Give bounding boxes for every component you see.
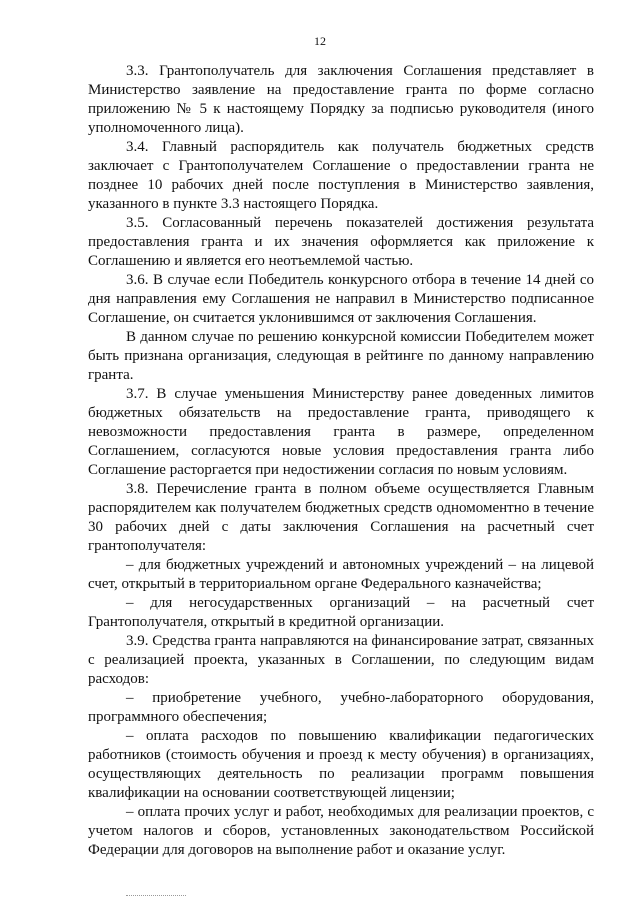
list-item-qualification: – оплата расходов по повышению квалификации педагогических работников (стоимость обучения и проезд к месту обучения) в организациях, осуществляющих деятельность по реализации программ повышения квалификации на основании соответствующей лицензии; <box>88 728 594 801</box>
paragraph-3-6: 3.6. В случае если Победитель конкурсного отбора в течение 14 дней со дня направления ему Соглашения не направил в Министерство подписанное Соглашение, он считается уклонившимся от заключения Соглашения. <box>88 272 594 326</box>
paragraph-3-8: 3.8. Перечисление гранта в полном объеме осуществляется Главным распорядителем как получателем бюджетных средств одномоментно в течение 30 рабочих дней с даты заключения Соглашения на расчетный счет грантополучателя: <box>88 481 594 554</box>
list-item-equipment: – приобретение учебного, учебно-лабораторного оборудования, программного обеспечения; <box>88 690 594 725</box>
paragraph-3-3: 3.3. Грантополучатель для заключения Соглашения представляет в Министерство заявление на предоставление гранта по форме согласно приложению № 5 к настоящему Порядку за подписью руководителя (иного уполномоченного лица). <box>88 63 594 136</box>
list-item-nongovernmental-organizations: – для негосударственных организаций – на расчетный счет Грантополучателя, открытый в кредитной организации. <box>88 595 594 630</box>
paragraph-3-9: 3.9. Средства гранта направляются на финансирование затрат, связанных с реализацией проекта, указанных в Соглашении, по следующим видам расходов: <box>88 633 594 687</box>
list-item-budget-institutions: – для бюджетных учреждений и автономных учреждений – на лицевой счет, открытый в территориальном органе Федерального казначейства; <box>88 557 594 592</box>
footer-divider <box>126 895 186 897</box>
list-item-other-services: – оплата прочих услуг и работ, необходимых для реализации проектов, с учетом налогов и сборов, установленных законодательством Российской Федерации для договоров на выполнение работ и оказание услуг. <box>88 804 594 858</box>
paragraph-3-7: 3.7. В случае уменьшения Министерству ранее доведенных лимитов бюджетных обязательств на предоставление гранта, приводящего к невозможности предоставления гранта в размере, определенном Соглашением, согласуются новые условия предоставления гранта либо Соглашение расторгается при недостижении согласия по новым условиям. <box>88 386 594 478</box>
document-body <box>88 62 594 860</box>
page-number: 12 <box>314 34 326 48</box>
paragraph-3-6-continuation: В данном случае по решению конкурсной комиссии Победителем может быть признана организация, следующая в рейтинге по данному направлению гранта. <box>88 329 594 383</box>
paragraph-3-4: 3.4. Главный распорядитель как получатель бюджетных средств заключает с Грантополучателем Соглашение о предоставлении гранта не позднее 10 рабочих дней после поступления в Министерство заявления, указанного в пункте 3.3 настоящего Порядка. <box>88 139 594 212</box>
paragraph-3-5: 3.5. Согласованный перечень показателей достижения результата предоставления гранта и их значения оформляется как приложение к Соглашению и является его неотъемлемой частью. <box>88 215 594 269</box>
